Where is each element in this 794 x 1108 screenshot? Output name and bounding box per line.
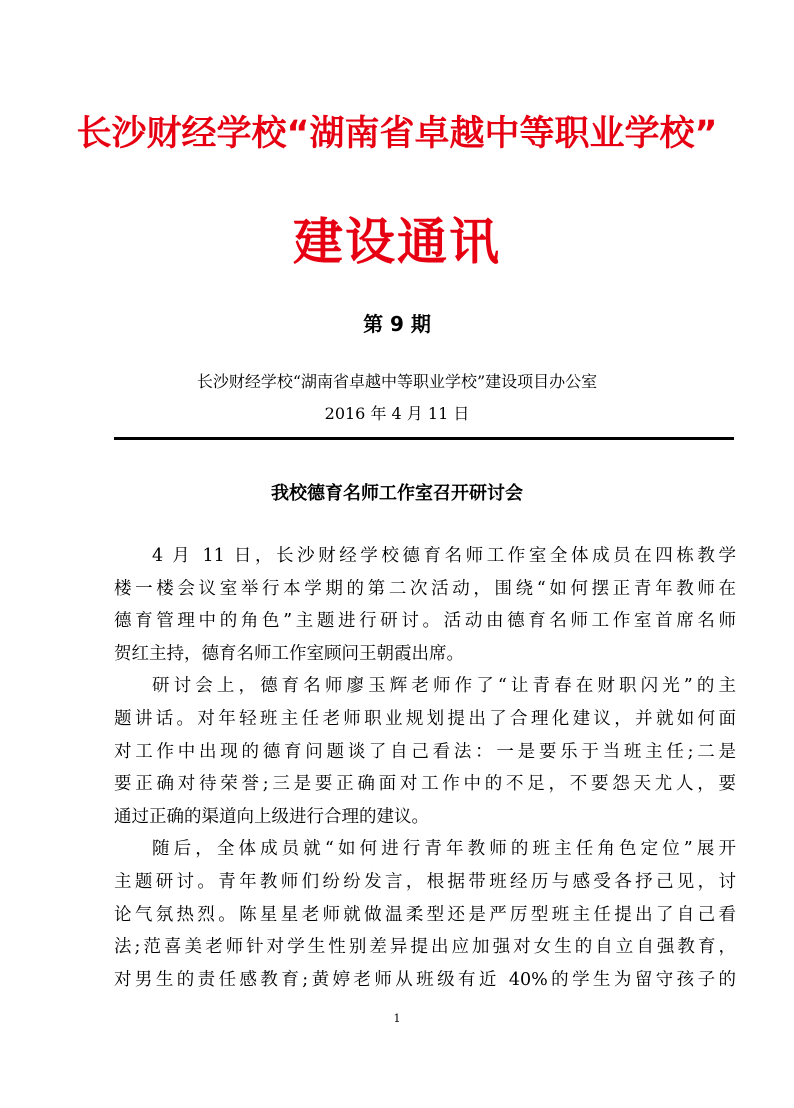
publisher-office: 长沙财经学校“湖南省卓越中等职业学校”建设项目办公室 (196, 372, 598, 391)
issue-number: 第 9 期 (363, 312, 431, 336)
paragraph-1-line: 楼一楼会议室举行本学期的第二次活动，围绕“如何摆正青年教师在 (114, 578, 736, 599)
paragraph-2-line: 题讲话。对年轻班主任老师职业规划提出了合理化建议，并就如何面 (114, 708, 736, 729)
page-number: 1 (393, 1012, 401, 1025)
publication-date: 2016 年 4 月 11 日 (324, 404, 470, 423)
paragraph-1-line: 4 月 11 日，长沙财经学校德育名师工作室全体成员在四栋教学 (152, 546, 736, 566)
paragraph-2-line: 对工作中出现的德育问题谈了自己看法：一是要乐于当班主任;二是 (114, 741, 736, 762)
paragraph-3-line: 论气氛热烈。陈星星老师就做温柔型还是严厉型班主任提出了自己看 (114, 904, 736, 925)
paragraph-2-line: 研讨会上，德育名师廖玉辉老师作了“让青春在财职闪光”的主 (152, 676, 736, 697)
paragraph-2-line: 要正确对待荣誉;三是要正确面对工作中的不足，不要怨天尤人，要 (114, 774, 736, 795)
paragraph-3-line: 法;范喜美老师针对学生性别差异提出应加强对女生的自立自强教育， (114, 937, 736, 958)
paragraph-3-line: 随后，全体成员就“如何进行青年教师的班主任角色定位”展开 (152, 839, 736, 860)
paragraph-2-line: 通过正确的渠道向上级进行合理的建议。 (114, 806, 429, 827)
paragraph-3-line: 主题研讨。青年教师们纷纷发言，根据带班经历与感受各抒己见，讨 (114, 871, 736, 892)
article-body (114, 540, 736, 996)
paragraph-3-line: 对男生的责任感教育;黄婷老师从班级有近 40%的学生为留守孩子的 (114, 969, 736, 990)
header-divider (114, 437, 734, 440)
newsletter-masthead-school: 长沙财经学校“湖南省卓越中等职业学校” (76, 114, 718, 154)
paragraph-1-line: 德育管理中的角色”主题进行研讨。活动由德育名师工作室首席名师 (114, 611, 736, 632)
newsletter-masthead-title: 建设通讯 (293, 213, 501, 271)
article-title: 我校德育名师工作室召开研讨会 (271, 483, 523, 504)
paragraph-1-line: 贺红主持，德育名师工作室顾问王朝霞出席。 (114, 643, 464, 664)
